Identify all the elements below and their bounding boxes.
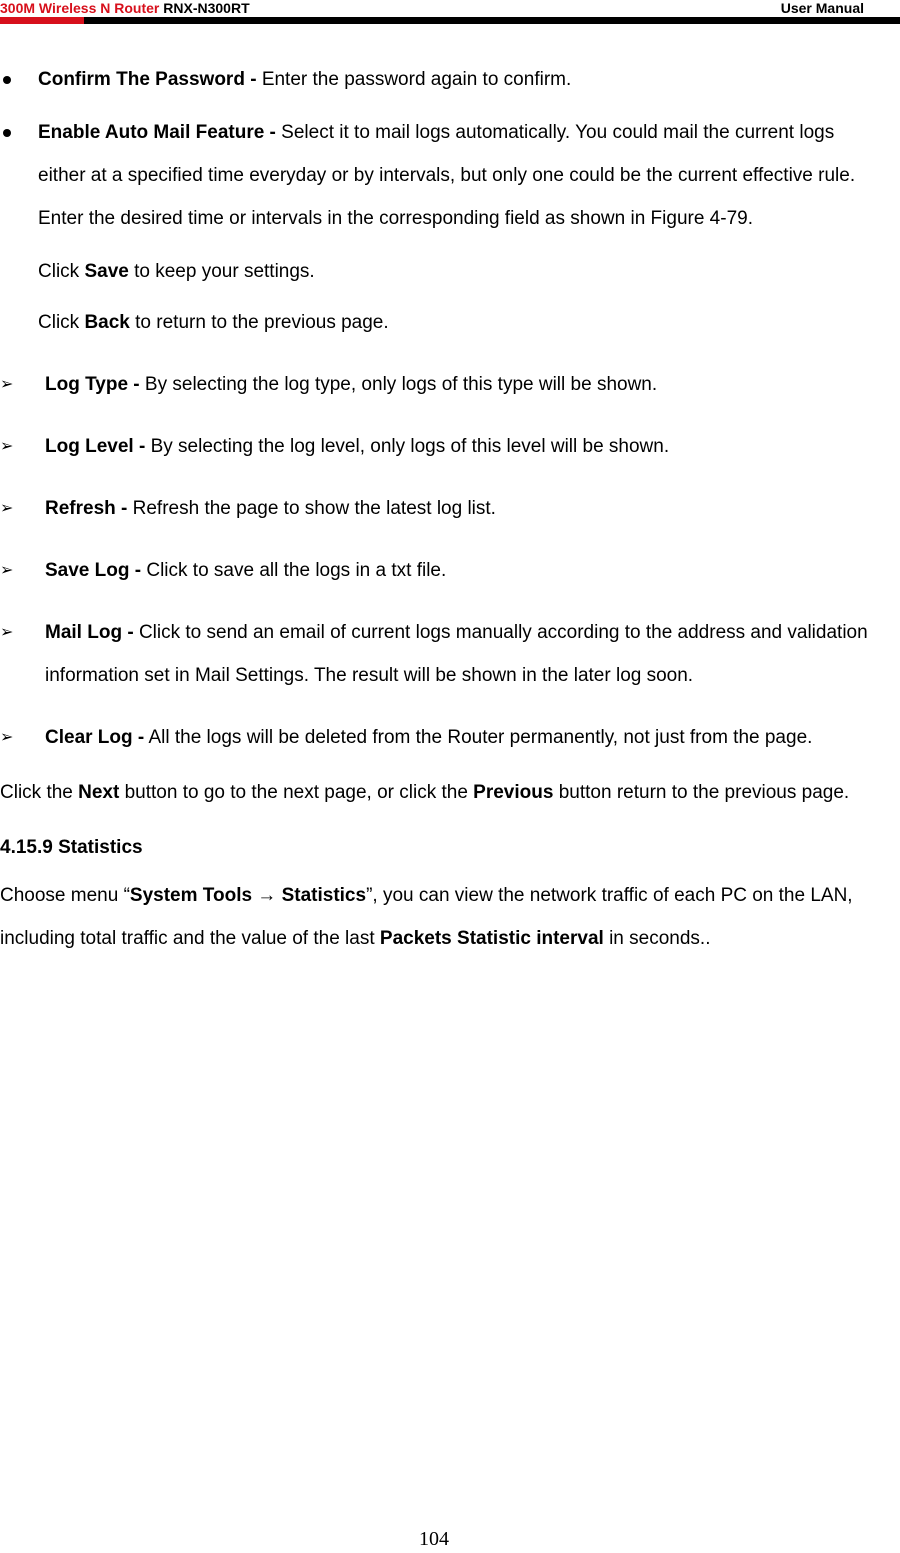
header-rule-accent [0, 17, 84, 24]
previous-label: Previous [473, 782, 554, 803]
intro-text: Choose menu “ [0, 885, 130, 906]
instruction-text: to keep your settings. [134, 261, 315, 282]
item-text: By selecting the log type, only logs of this type will be shown. [144, 374, 658, 395]
arrow-list-item [0, 716, 880, 759]
item-term: Clear Log - [45, 727, 145, 748]
arrow-bullet-icon: ➢ [0, 500, 14, 517]
section-title: Statistics [58, 837, 143, 858]
next-label: Next [78, 782, 120, 803]
item-text: Refresh the page to show the latest log list. [132, 498, 496, 519]
item-term: Save Log - [45, 560, 142, 581]
click-save-instruction [0, 250, 880, 293]
arrow-bullet-icon: ➢ [0, 624, 14, 641]
intro-text: ”, you can view the network traffic of each PC on the LAN, including total traffic and the value of the last [0, 885, 853, 949]
item-term: Refresh - [45, 498, 128, 519]
click-back-instruction [0, 301, 880, 344]
page-content [0, 58, 880, 972]
statistics-intro [0, 874, 880, 960]
item-text: All the logs will be deleted from the Router permanently, not just from the page. [148, 727, 813, 748]
arrow-bullet-icon: ➢ [0, 438, 14, 455]
packets-interval-label: Packets Statistic interval [379, 928, 604, 949]
item-term: Mail Log - [45, 622, 134, 643]
arrow-bullet-icon: ➢ [0, 376, 14, 393]
arrow-list-item [0, 363, 880, 406]
save-label: Save [84, 261, 129, 282]
instruction-text: Click [38, 261, 80, 282]
menu-path: System Tools → Statistics [129, 885, 367, 906]
instruction-text: button return to the previous page. [558, 782, 850, 803]
item-term: Log Level - [45, 436, 146, 457]
bullet-dot-icon [3, 129, 11, 137]
instruction-text: Click [38, 312, 80, 333]
instruction-text: to return to the previous page. [135, 312, 389, 333]
header-manual-label: User Manual [780, 0, 864, 16]
item-text: Click to save all the logs in a txt file. [146, 560, 447, 581]
header-rule [0, 17, 900, 24]
arrow-list-item [0, 549, 880, 592]
item-text: By selecting the log level, only logs of this level will be shown. [150, 436, 670, 457]
header-title [0, 0, 250, 16]
bullet-text: Enter the password again to confirm. [261, 69, 572, 90]
arrow-bullet-icon: ➢ [0, 562, 14, 579]
item-term: Log Type - [45, 374, 140, 395]
bullet-term: Enable Auto Mail Feature - [38, 122, 276, 143]
bullet-text: Select it to mail logs automatically. You could mail the current logs either at a specified time everyday or by intervals, but only one could be the current effective rule. Enter the desired time or intervals in the corresponding field as shown in Figure 4-79. [38, 122, 856, 229]
bullet-dot-icon [3, 76, 11, 84]
arrow-list-item [0, 425, 880, 468]
section-number: 4.15.9 [0, 837, 53, 858]
arrow-list-item [0, 611, 880, 697]
bullet-item [0, 58, 880, 101]
section-heading [0, 826, 880, 869]
bullet-term: Confirm The Password - [38, 69, 257, 90]
instruction-text: Click the [0, 782, 73, 803]
bullet-item [0, 111, 880, 240]
arrow-list-item [0, 487, 880, 530]
header-model: RNX-N300RT [163, 0, 250, 16]
item-text: Click to send an email of current logs manually according to the address and validation information set in Mail Settings. The result will be shown in the later log soon. [45, 622, 868, 686]
page-header [0, 0, 900, 26]
navigation-instruction [0, 771, 880, 814]
arrow-bullet-icon: ➢ [0, 729, 14, 746]
back-label: Back [84, 312, 130, 333]
page-number: 104 [419, 1528, 449, 1550]
instruction-text: button to go to the next page, or click the [124, 782, 468, 803]
intro-text: in seconds.. [609, 928, 711, 949]
header-product: 300M Wireless N Router [0, 0, 160, 16]
